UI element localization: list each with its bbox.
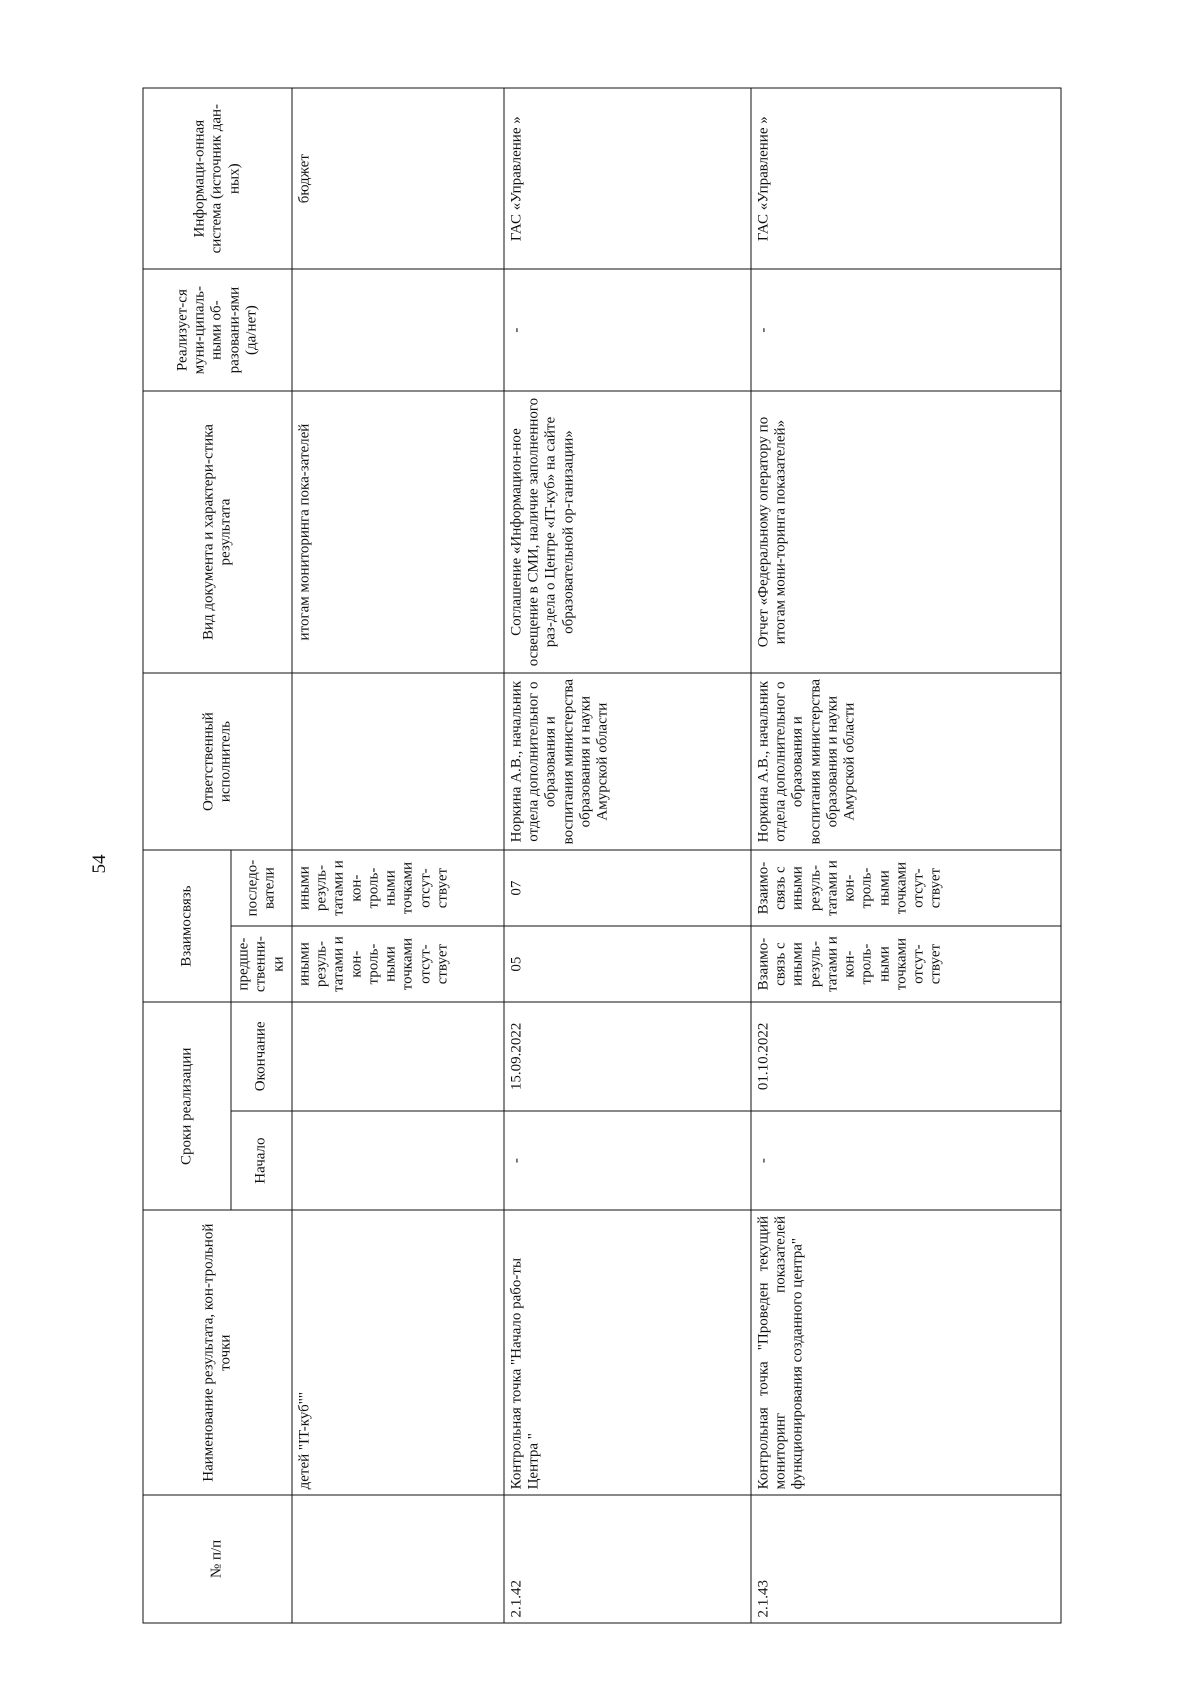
cell-responsible — [292, 673, 504, 850]
cell-municipal: - — [504, 269, 751, 391]
header-terms: Сроки реализации — [143, 1002, 231, 1210]
cell-number: 2.1.43 — [751, 1494, 1061, 1622]
page-number: 54 — [89, 854, 110, 874]
cell-info-system: бюджет — [292, 88, 504, 269]
plan-table — [143, 87, 1062, 1623]
header-relation: Взаимосвязь — [143, 850, 231, 1002]
cell-document: Отчет «Федеральному оператору по итогам мони-торинга показателей» — [751, 390, 1061, 672]
header-document: Вид документа и характери-стика результата — [143, 390, 292, 672]
cell-predecessors: 05 — [504, 926, 751, 1002]
header-number: № п/п — [143, 1494, 292, 1622]
cell-start — [292, 1110, 504, 1210]
header-name: Наименование результата, кон-трольной точки — [143, 1210, 292, 1494]
cell-info-system: ГАС «Управление » — [504, 88, 751, 269]
cell-end: 01.10.2022 — [751, 1002, 1061, 1111]
cell-successors: Взаимо-связь с иными резуль-татами и кон-троль-ными точками отсут-ствует — [751, 850, 1061, 926]
cell-number: 2.1.42 — [504, 1494, 751, 1622]
header-municipal: Реализует-ся муни-ципаль-ными об-разовани-ями (да/нет) — [143, 269, 292, 391]
cell-name: Контрольная точка "Проведен текущий мониторинг показателей функционирования созданного центра" — [751, 1210, 1061, 1494]
cell-name: детей "IT-куб"" — [292, 1210, 504, 1494]
cell-municipal — [292, 269, 504, 391]
cell-responsible: Норкина А.В., начальник отдела дополнительног о образования и воспитания министерства образования и науки Амурской области — [504, 673, 751, 850]
cell-number — [292, 1494, 504, 1622]
cell-predecessors: иными резуль-татами и кон-троль-ными точками отсут-ствует — [292, 926, 504, 1002]
header-predecessors: предше-ственни-ки — [231, 926, 292, 1002]
cell-municipal: - — [751, 269, 1061, 391]
table-row — [504, 88, 751, 1623]
cell-end — [292, 1002, 504, 1111]
cell-successors: иными резуль-татами и кон-троль-ными точками отсут-ствует — [292, 850, 504, 926]
table-row — [292, 88, 504, 1623]
cell-end: 15.09.2022 — [504, 1002, 751, 1111]
cell-info-system: ГАС «Управление » — [751, 88, 1061, 269]
header-row-1 — [143, 88, 231, 1623]
header-info-system: Информаци-онная система (источник дан-ных) — [143, 88, 292, 269]
cell-start: - — [751, 1110, 1061, 1210]
cell-predecessors: Взаимо-связь с иными резуль-татами и кон-троль-ными точками отсут-ствует — [751, 926, 1061, 1002]
cell-successors: 07 — [504, 850, 751, 926]
header-end: Окончание — [231, 1002, 292, 1111]
cell-document: Соглашение «Информацион-ное освещение в СМИ, наличие заполненного раз-дела о Центре «IT-куб» на сайте образовательной ор-ганизации» — [504, 390, 751, 672]
cell-document: итогам мониторинга пока-зателей — [292, 390, 504, 672]
header-responsible: Ответственный исполнитель — [143, 673, 292, 850]
table-row — [751, 88, 1061, 1623]
cell-start: - — [504, 1110, 751, 1210]
header-successors: последо-ватели — [231, 850, 292, 926]
rotated-table-container — [143, 87, 1058, 1623]
header-start: Начало — [231, 1110, 292, 1210]
cell-responsible: Норкина А.В., начальник отдела дополнительног о образования и воспитания министерства образования и науки Амурской области — [751, 673, 1061, 850]
cell-name: Контрольная точка "Начало рабо-ты Центра " — [504, 1210, 751, 1494]
